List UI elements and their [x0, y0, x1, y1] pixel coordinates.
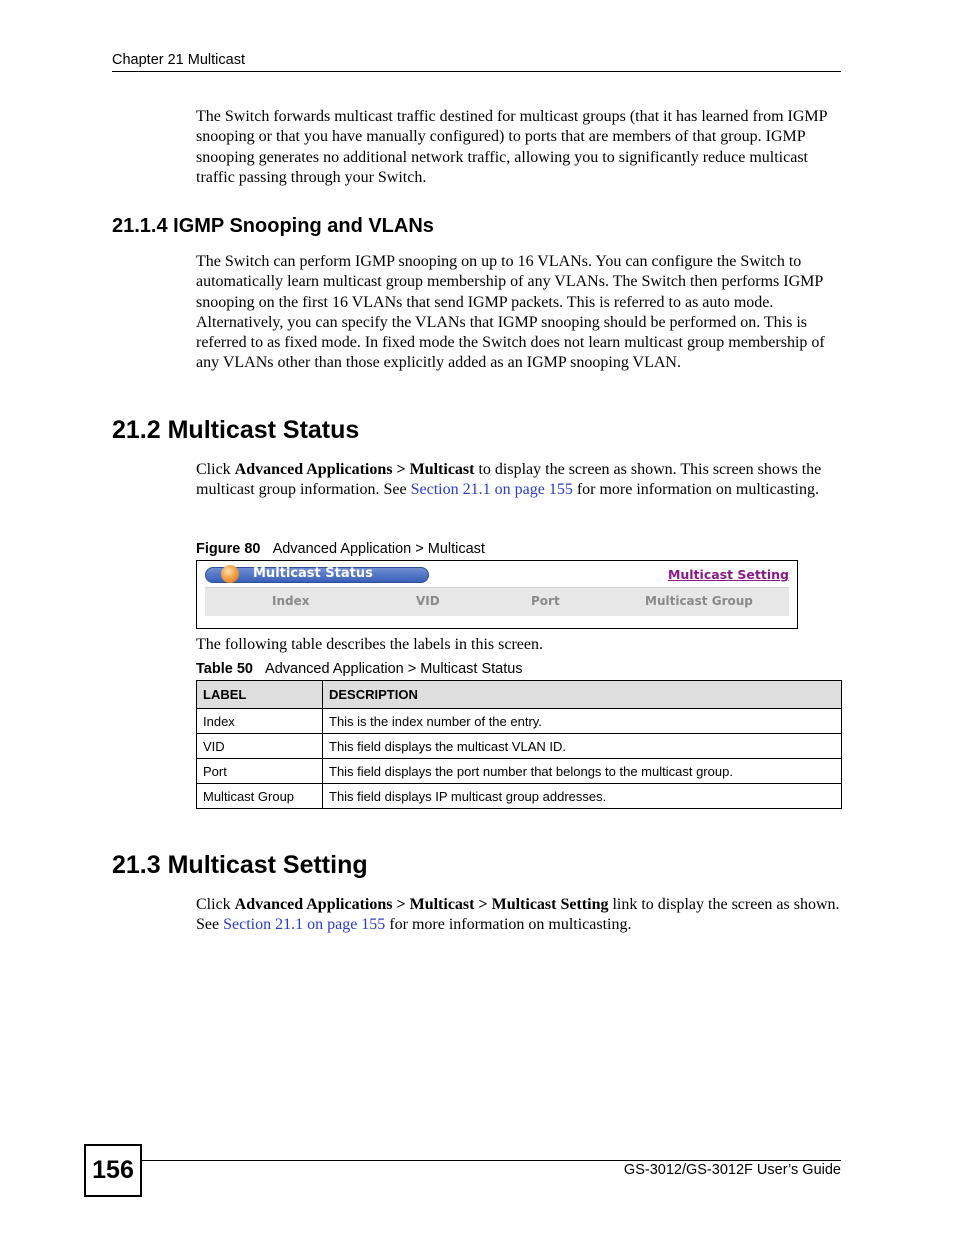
igmp-vlans-paragraph: The Switch can perform IGMP snooping on up to 16 VLANs. You can configure the Switch to automatically learn multicast group membership of any VLANs. The Switch then performs IGMP snooping on the first 16 VLANs that send IGMP packets. This is referred to as auto mode. Alternatively, you can specify the VLANs that IGMP snooping should be performed on. This is referred to as fixed mode. In fixed mode the Switch does not learn multicast group membership of any VLANs other than those explicitly added as an IGMP snooping VLAN.	[196, 253, 825, 372]
section-heading-21-2: 21.2 Multicast Status	[112, 416, 360, 444]
column-vid: VID	[416, 594, 440, 608]
multicast-setting-paragraph: Click Advanced Applications > Multicast > Multicast Setting link to display the screen as shown. See Section 21.1 on page 155 for more information on multicasting.	[196, 896, 840, 934]
screen-title: Multicast Status	[253, 566, 373, 581]
header-label: LABEL	[197, 681, 323, 709]
section-link[interactable]: Section 21.1 on page 155	[223, 916, 386, 934]
orb-icon	[221, 565, 239, 583]
header-rule	[112, 71, 841, 72]
table-header-row	[197, 681, 842, 709]
menu-path: Advanced Applications > Multicast	[234, 461, 475, 478]
multicast-status-screenshot	[196, 560, 798, 629]
labels-table	[196, 680, 842, 809]
running-header: Chapter 21 Multicast	[112, 52, 245, 68]
column-multicast-group: Multicast Group	[645, 594, 753, 608]
menu-path: Advanced Applications > Multicast > Multicast Setting	[234, 896, 609, 913]
section-link[interactable]: Section 21.1 on page 155	[410, 481, 573, 499]
page-number: 156	[84, 1144, 142, 1197]
column-port: Port	[531, 594, 560, 608]
multicast-status-paragraph: Click Advanced Applications > Multicast to display the screen as shown. This screen shows the multicast group information. See Section 21.1 on page 155 for more information on multicasting.	[196, 461, 822, 499]
guide-title: GS-3012/GS-3012F User’s Guide	[623, 1162, 841, 1178]
table-intro: The following table describes the labels in this screen.	[196, 636, 544, 653]
figure-caption: Figure 80 Advanced Application > Multicast	[196, 541, 485, 557]
intro-paragraph: The Switch forwards multicast traffic destined for multicast groups (that it has learned from IGMP snooping or that you have manually configured) to ports that are members of that group. IGMP snooping generates no additional network traffic, allowing you to significantly reduce multicast traffic passing through your Switch.	[196, 108, 827, 186]
header-description: DESCRIPTION	[323, 681, 842, 709]
table-row: Multicast Group This field displays IP multicast group addresses.	[197, 784, 842, 809]
multicast-setting-link[interactable]: Multicast Setting	[667, 567, 789, 582]
table-row: Index This is the index number of the entry.	[197, 709, 842, 734]
section-heading-21-1-4: 21.1.4 IGMP Snooping and VLANs	[112, 215, 434, 237]
table-caption: Table 50 Advanced Application > Multicast Status	[196, 661, 523, 677]
column-header-bar	[205, 587, 789, 616]
table-row: VID This field displays the multicast VLAN ID.	[197, 734, 842, 759]
table-row: Port This field displays the port number that belongs to the multicast group.	[197, 759, 842, 784]
section-heading-21-3: 21.3 Multicast Setting	[112, 851, 368, 879]
footer-rule	[140, 1160, 841, 1161]
column-index: Index	[272, 594, 310, 608]
